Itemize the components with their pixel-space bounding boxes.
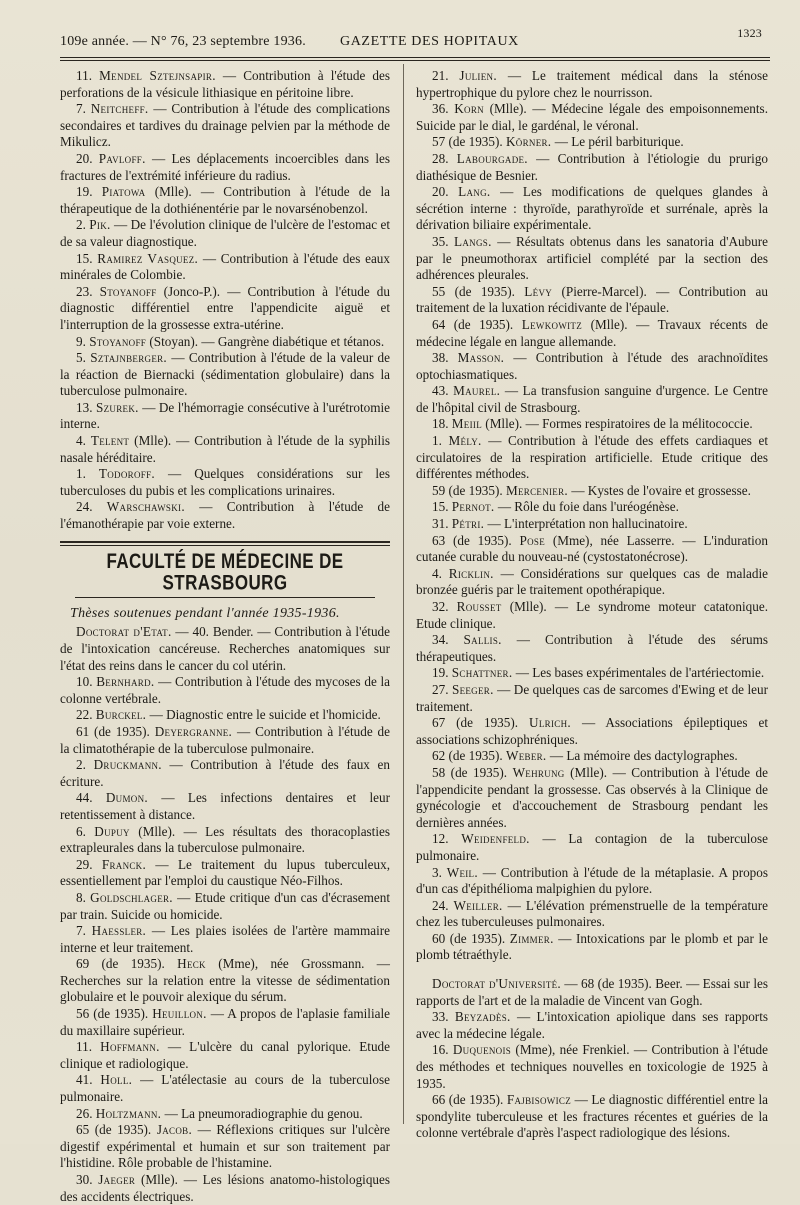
entry-number: 7. xyxy=(76,101,86,117)
entry-number: 61 (de 1935). xyxy=(76,723,150,739)
thesis-entry xyxy=(60,433,390,466)
thesis-entry xyxy=(60,857,390,890)
author-name: Zimmer. xyxy=(509,930,554,946)
thesis-entry xyxy=(60,334,390,351)
entry-number: 1. xyxy=(432,433,442,449)
thesis-entry xyxy=(416,101,768,134)
entry-number: 16. xyxy=(432,1042,449,1058)
right-column xyxy=(416,68,768,1142)
thesis-entry xyxy=(416,383,768,416)
author-name: Deyergranne. xyxy=(154,723,233,739)
entry-number: 62 (de 1935). xyxy=(432,748,503,764)
author-name: Fajbisowicz xyxy=(506,1092,571,1108)
publication-title: GAZETTE DES HOPITAUX xyxy=(340,34,519,49)
thesis-title: — Contribution à l'étude des arachnoïdites optochiasmatiques. xyxy=(416,350,768,382)
thesis-title: (Pierre-Marcel). — Contribution au traitement de la luxation récidivante de l'épaule. xyxy=(416,283,769,316)
thesis-entry xyxy=(60,350,390,400)
thesis-entry xyxy=(416,976,768,1009)
thesis-entry xyxy=(416,317,768,350)
entry-number: 43. xyxy=(432,383,449,399)
thesis-title: — Contribution à l'étude de la valeur de la réaction de Biernacki (sédimentation globulaire) dans la tuberculose pulmonaire. xyxy=(60,350,391,399)
entry-number: 19. xyxy=(432,665,449,681)
entry-number: 33. xyxy=(432,1009,449,1025)
thesis-title: (Stoyan). — Gangrène diabétique et tétanos. xyxy=(146,333,385,349)
thesis-title: — Les déplacements incoercibles dans les fractures de l'extrémité inférieure du radius. xyxy=(60,150,391,183)
entry-number: 13. xyxy=(76,399,93,415)
author-name: Haessler. xyxy=(91,923,147,939)
thesis-title: — Le péril barbiturique. xyxy=(551,134,684,150)
thesis-title: — Les plaies isolées de l'artère mammaire interne et leur traitement. xyxy=(60,923,391,955)
entry-number: 63 (de 1935). xyxy=(432,532,512,548)
entry-number: 69 (de 1935). xyxy=(76,956,165,972)
entry-number: 11. xyxy=(76,68,92,83)
entry-number: 60 (de 1935). xyxy=(432,930,506,946)
entry-number: 21. xyxy=(432,68,449,83)
entry-number: 57 (de 1935). xyxy=(432,134,503,150)
thesis-entry xyxy=(416,831,768,864)
thesis-entry xyxy=(60,400,390,433)
author-name: Doctorat d'Université. xyxy=(432,976,562,992)
entry-number: 31. xyxy=(432,516,449,532)
entry-number: 24. xyxy=(432,897,449,913)
entry-number: 66 (de 1935). xyxy=(432,1092,504,1108)
thesis-title: — Contribution à l'étude de l'émanothérapie par voie externe. xyxy=(60,499,390,532)
thesis-entry xyxy=(60,923,390,956)
thesis-list-paris-continued xyxy=(60,68,390,533)
author-name: Pavloff. xyxy=(98,150,146,166)
entry-number: 6. xyxy=(76,823,86,839)
thesis-title: (Mlle). — Le syndrome moteur catatonique. Etude clinique. xyxy=(416,599,768,631)
thesis-title: (Mlle). — Contribution à l'étude de la syphilis nasale héréditaire. xyxy=(60,433,390,465)
thesis-entry xyxy=(60,790,390,823)
thesis-entry xyxy=(416,284,768,317)
thesis-entry xyxy=(60,724,390,757)
entry-number: 12. xyxy=(432,831,449,847)
author-name: Jacob. xyxy=(156,1122,193,1138)
thesis-title: — A propos de l'aplasie familiale du maxillaire supérieur. xyxy=(60,1006,390,1038)
entry-number: 4. xyxy=(76,433,86,449)
thesis-title: — Contribution à l'étiologie du prurigo diathésique de Besnier. xyxy=(416,150,769,183)
thesis-title: — Les bases expérimentales de l'artériectomie. xyxy=(512,665,765,681)
thesis-title: — La transfusion sanguine d'urgence. Le Centre de l'hôpital civil de Strasbourg. xyxy=(416,383,768,415)
thesis-title: — De l'évolution clinique de l'ulcère de l'estomac et de sa valeur diagnostique. xyxy=(60,217,391,249)
thesis-title: — Contribution à l'étude des mycoses de la colonne vertébrale. xyxy=(60,674,391,706)
thesis-title: (Mme), née Grossmann. — Recherches sur la relation entre la vitesse de sédimentation globulaire et le pouvoir alexique du sérum. xyxy=(60,956,390,1005)
thesis-title: — La pneumoradiographie du genou. xyxy=(161,1105,363,1121)
author-name: Ulrich. xyxy=(529,715,571,731)
author-name: Korn xyxy=(454,101,484,117)
left-column xyxy=(60,68,390,1205)
thesis-title: (Mlle). — Formes respiratoires de la mélitococcie. xyxy=(482,416,753,432)
author-name: Szurek. xyxy=(95,399,139,415)
author-name: Beyzadès. xyxy=(454,1009,511,1025)
thesis-entry xyxy=(416,134,768,151)
entry-number: 58 (de 1935). xyxy=(432,764,508,780)
entry-number: 55 (de 1935). xyxy=(432,283,515,299)
author-name: Meiil xyxy=(451,416,482,432)
thesis-entry xyxy=(60,1172,390,1205)
author-name: Sallis. xyxy=(463,632,502,648)
thesis-title: — 68 (de 1935). Beer. — Essai sur les rapports de l'art et de la maladie de Vincent van Gogh. xyxy=(416,976,769,1008)
entry-number: 26. xyxy=(76,1105,93,1121)
thesis-title: — L'intoxication apiolique dans ses rapports avec la médecine légale. xyxy=(416,1009,768,1041)
thesis-entry xyxy=(416,1042,768,1092)
thesis-entry xyxy=(60,284,390,334)
thesis-entry xyxy=(60,1039,390,1072)
entry-number: 1. xyxy=(76,466,86,482)
author-name: Stoyanoff xyxy=(89,333,147,349)
entry-number: 11. xyxy=(76,1039,92,1055)
section-title: FACULTÉ DE MÉDECINE DE STRASBOURG xyxy=(106,548,344,594)
thesis-entry xyxy=(416,416,768,433)
entry-number: 38. xyxy=(432,350,449,366)
section-subheading: Thèses soutenues pendant l'année 1935-1936. xyxy=(70,605,340,621)
thesis-title: — Etude critique d'un cas d'écrasement par train. Suicide ou homicide. xyxy=(60,889,391,922)
author-name: Seeger. xyxy=(451,681,494,697)
entry-number: 30. xyxy=(76,1172,93,1187)
thesis-title: — Les infections dentaires et leur retentissement à distance. xyxy=(60,790,391,822)
thesis-entry xyxy=(60,890,390,923)
author-name: Pose xyxy=(519,532,546,548)
author-name: Lang. xyxy=(458,184,491,200)
thesis-entry xyxy=(416,566,768,599)
thesis-entry xyxy=(416,931,768,964)
author-name: Pik. xyxy=(89,217,111,233)
thesis-title: — Intoxications par le plomb et par le plomb tétraéthyle. xyxy=(416,930,768,963)
entry-number: 10. xyxy=(76,674,93,690)
author-name: Heck xyxy=(177,956,206,972)
author-name: Lewkowitz xyxy=(521,316,583,332)
thesis-title: — Associations épileptiques et associations schizophréniques. xyxy=(416,715,768,747)
thesis-title: — Contribution à l'étude de la climatothérapie de la tuberculose pulmonaire. xyxy=(60,723,390,756)
entry-number: 59 (de 1935). xyxy=(432,482,503,498)
thesis-title: — Contribution à l'étude des complications secondaires et tardives du drainage pelvien par la méthode de Mikulicz. xyxy=(60,101,390,150)
thesis-entry xyxy=(60,757,390,790)
thesis-entry xyxy=(416,748,768,765)
thesis-title: — Kystes de l'ovaire et grossesse. xyxy=(568,482,751,498)
author-name: Dupuy xyxy=(94,823,130,839)
author-name: Duquenois xyxy=(452,1042,512,1058)
thesis-entry xyxy=(60,1006,390,1039)
author-name: Pétri. xyxy=(451,516,485,532)
thesis-entry xyxy=(416,1009,768,1042)
author-name: Holl. xyxy=(100,1072,133,1088)
entry-number: 8. xyxy=(76,889,86,905)
author-name: Mendel Sztejnsapir. xyxy=(99,68,216,83)
thesis-entry xyxy=(416,898,768,931)
author-name: Bernhard. xyxy=(96,674,155,690)
entry-number: 32. xyxy=(432,599,449,614)
author-name: Maurel. xyxy=(453,383,501,399)
entry-number: 29. xyxy=(76,856,93,872)
page-header xyxy=(60,26,770,56)
thesis-entry xyxy=(60,151,390,184)
author-name: Weiller. xyxy=(453,897,503,913)
thesis-entry xyxy=(416,350,768,383)
author-name: Körner. xyxy=(505,134,552,150)
thesis-entry xyxy=(416,765,768,831)
entry-number: 65 (de 1935). xyxy=(76,1122,152,1138)
thesis-title: — Rôle du foie dans l'uréogénèse. xyxy=(494,499,679,515)
issue-info: 109e année. — N° 76, 23 septembre 1936. xyxy=(60,34,306,49)
author-name: Labourgade. xyxy=(456,150,528,166)
thesis-title: — L'élévation prémenstruelle de la température chez les tuberculeuses pulmonaires. xyxy=(416,897,769,930)
thesis-title: — Contribution à l'étude des eaux minérales de Colombie. xyxy=(60,250,390,283)
author-name: Neitcheff. xyxy=(90,101,149,117)
author-name: Druckmann. xyxy=(93,757,162,773)
author-name: Pernot. xyxy=(451,499,495,515)
thesis-entry xyxy=(60,184,390,217)
author-name: Jaeger xyxy=(98,1172,136,1187)
page-number: 1323 xyxy=(737,26,762,40)
author-name: Hoffmann. xyxy=(100,1039,160,1055)
thesis-title: (Mme), née Frenkiel. — Contribution à l'étude des méthodes et techniques nouvelles en toxicologie de 1925 à 1935. xyxy=(416,1042,769,1091)
entry-number: 15. xyxy=(432,499,449,515)
entry-number: 67 (de 1935). xyxy=(432,715,519,731)
author-name: Sztajnberger. xyxy=(90,350,168,366)
thesis-title: — Contribution à l'étude des perforations de la vésicule lithiasique en péritoine libre. xyxy=(60,68,391,100)
thesis-title: — De quelques cas de sarcomes d'Ewing et de leur traitement. xyxy=(416,681,768,714)
thesis-title: — 40. Bender. — Contribution à l'étude de l'intoxication cancéreuse. Recherches anatomiques sur l'état des reins dans le cancer du col utérin. xyxy=(60,624,390,673)
thesis-entry xyxy=(416,632,768,665)
author-name: Rousset xyxy=(456,599,502,614)
entry-number: 5. xyxy=(76,350,86,366)
entry-number: 36. xyxy=(432,101,449,117)
author-name: Weber. xyxy=(505,748,547,764)
thesis-title: — Contribution à l'étude des sérums thérapeutiques. xyxy=(416,632,769,664)
thesis-entry xyxy=(60,1106,390,1123)
thesis-entry xyxy=(60,824,390,857)
entry-number: 3. xyxy=(432,864,442,880)
thesis-entry xyxy=(416,499,768,516)
thesis-title: (Mme), née Lasserre. — L'induration cutanée curable du nouveau-né (cystostatonécrose). xyxy=(416,532,768,565)
thesis-entry xyxy=(416,865,768,898)
author-name: Julien. xyxy=(459,68,497,83)
thesis-title: — La contagion de la tuberculose pulmonaire. xyxy=(416,831,768,863)
thesis-title: — L'atélectasie au cours de la tuberculose pulmonaire. xyxy=(60,1072,391,1105)
column-divider xyxy=(403,64,404,1124)
author-name: Burckel. xyxy=(95,707,147,723)
author-name: Franck. xyxy=(101,856,147,872)
thesis-entry xyxy=(416,682,768,715)
author-name: Holtzmann. xyxy=(95,1105,162,1121)
entry-number: 23. xyxy=(76,283,93,299)
author-name: Doctorat d'Etat. xyxy=(76,624,172,640)
thesis-title: — Résultats obtenus dans les sanatoria d'Aubure par le pneumothorax artificiel complété par la section des adhérences pleurales. xyxy=(416,233,768,283)
header-rule xyxy=(60,57,770,61)
thesis-title: — Les modifications de quelques glandes à sécrétion interne : thyroïde, parathyroïde et surrénale, après la dérivation biliaire expérimentale. xyxy=(416,184,768,233)
title-underline xyxy=(75,597,375,598)
thesis-title: — Le traitement médical dans la sténose hypertrophique du pylore chez le nourrisson. xyxy=(416,68,769,100)
author-name: Masson. xyxy=(457,350,505,366)
section-divider xyxy=(60,541,390,546)
thesis-entry xyxy=(416,234,768,284)
entry-number: 20. xyxy=(76,150,93,166)
entry-number: 15. xyxy=(76,250,93,266)
author-name: Lévy xyxy=(524,283,553,299)
thesis-entry xyxy=(60,956,390,1006)
thesis-entry xyxy=(416,599,768,632)
thesis-entry xyxy=(60,1122,390,1172)
thesis-entry xyxy=(416,533,768,566)
thesis-entry xyxy=(60,674,390,707)
author-name: Stoyanoff xyxy=(99,283,157,299)
author-name: Goldschlager. xyxy=(90,889,173,905)
thesis-entry xyxy=(416,184,768,234)
entry-number: 56 (de 1935). xyxy=(76,1006,149,1022)
thesis-entry xyxy=(416,433,768,483)
author-name: Heuillon. xyxy=(152,1006,207,1022)
thesis-entry xyxy=(416,665,768,682)
thesis-entry xyxy=(60,499,390,532)
author-name: Ramirez Vasquez. xyxy=(97,250,199,266)
thesis-entry xyxy=(60,68,390,101)
author-name: Mercenier. xyxy=(505,482,569,498)
thesis-title: — Contribution à l'étude des effets cardiaques et circulatoires de la respiration artificielle. Etude critique des différentes méthodes. xyxy=(416,433,768,482)
author-name: Telent xyxy=(90,433,130,449)
thesis-title: (Mlle). — Les résultats des thoracoplasties extrapleurales dans la tuberculose pulmonaire. xyxy=(60,823,390,856)
thesis-entry xyxy=(60,1072,390,1105)
thesis-entry xyxy=(60,101,390,151)
thesis-title: — Le traitement du lupus tuberculeux, essentiellement par l'emploi du caustique Néo-Filhos. xyxy=(60,856,390,889)
thesis-title: (Mlle). — Médecine légale des empoisonnements. Suicide par le dial, le gardénal, le véronal. xyxy=(416,101,768,133)
thesis-title: (Mlle). — Travaux récents de médecine légale en langue allemande. xyxy=(416,316,769,349)
thesis-list-universite xyxy=(416,976,768,1142)
entry-number: 2. xyxy=(76,217,86,233)
author-name: Piatowa xyxy=(101,184,146,200)
author-name: Weidenfeld. xyxy=(461,831,530,847)
thesis-title: (Mlle). — Les lésions anatomo-histologiques des accidents électriques. xyxy=(60,1172,390,1204)
thesis-title: — L'interprétation non hallucinatoire. xyxy=(484,516,688,532)
thesis-title: — L'ulcère du canal pylorique. Etude clinique et radiologique. xyxy=(60,1039,391,1071)
thesis-title: — La mémoire des dactylographes. xyxy=(546,748,738,764)
thesis-title: (Mlle). — Contribution à l'étude de l'appendicite pendant la grossesse. Cas observés à la Clinique de gynécologie et d'accouchement de Strasbourg pendant les dernières années. xyxy=(416,764,769,830)
thesis-entry xyxy=(60,624,390,674)
entry-number: 41. xyxy=(76,1072,93,1088)
entry-number: 19. xyxy=(76,184,93,200)
entry-number: 4. xyxy=(432,565,442,581)
entry-number: 34. xyxy=(432,632,449,648)
entry-number: 64 (de 1935). xyxy=(432,316,514,332)
entry-number: 2. xyxy=(76,757,86,773)
thesis-entry xyxy=(416,715,768,748)
thesis-title: — Réflexions critiques sur l'ulcère digestif expérimental et humain et sur son traitement par l'histidine. Rôle probable de l'histamine. xyxy=(60,1122,390,1171)
thesis-title: — Contribution à l'étude de la métaplasie. A propos d'un cas d'épithélioma malpighien du pylore. xyxy=(416,864,768,897)
author-name: Warschawski. xyxy=(106,499,185,515)
author-name: Langs. xyxy=(454,233,492,249)
entry-number: 27. xyxy=(432,681,449,697)
thesis-list-strasbourg xyxy=(60,624,390,1205)
thesis-entry xyxy=(416,483,768,500)
author-name: Ricklin. xyxy=(448,565,494,581)
thesis-title: — Considérations sur quelques cas de maladie bronzée guéris par le traitement opothérapique. xyxy=(416,565,769,598)
thesis-entry xyxy=(60,707,390,724)
thesis-title: (Jonco-P.). — Contribution à l'étude du diagnostic différentiel entre l'appendicite aiguë et l'interruption de la grossesse extra-utérine. xyxy=(60,283,390,332)
author-name: Schattner. xyxy=(451,665,513,681)
author-name: Dumon. xyxy=(105,790,148,806)
thesis-entry xyxy=(60,251,390,284)
thesis-entry xyxy=(416,151,768,184)
entry-number: 22. xyxy=(76,707,93,723)
thesis-entry xyxy=(416,68,768,101)
thesis-title: — Diagnostic entre le suicide et l'homicide. xyxy=(146,707,381,723)
thesis-entry xyxy=(60,217,390,250)
entry-number: 20. xyxy=(432,184,449,200)
entry-number: 28. xyxy=(432,150,449,166)
entry-number: 9. xyxy=(76,333,86,349)
spacer xyxy=(416,964,768,976)
entry-number: 18. xyxy=(432,416,449,432)
author-name: Weil. xyxy=(446,864,478,880)
thesis-entry xyxy=(416,516,768,533)
thesis-title: — Contribution à l'étude des faux en écriture. xyxy=(60,757,391,789)
entry-number: 44. xyxy=(76,790,93,806)
thesis-title: — De l'hémorragie consécutive à l'urétrotomie interne. xyxy=(60,399,391,432)
entry-number: 7. xyxy=(76,923,86,939)
author-name: Mély. xyxy=(448,433,482,449)
thesis-title: — Quelques considérations sur les tuberculoses du pubis et les complications urinaires. xyxy=(60,466,390,498)
thesis-entry xyxy=(416,1092,768,1142)
author-name: Wehrung xyxy=(512,764,565,780)
thesis-title: — Le diagnostic différentiel entre la spondylite tuberculeuse et les fractures récentes et guéries de la colonne vertébrale d'après l'aspect radiologique des lésions. xyxy=(416,1092,769,1141)
thesis-list-strasbourg-continued xyxy=(416,68,768,964)
thesis-title: (Mlle). — Contribution à l'étude de la thérapeutique de la dothiénentérie par le novarsénobenzol. xyxy=(60,184,390,216)
entry-number: 35. xyxy=(432,233,449,249)
entry-number: 24. xyxy=(76,499,93,515)
thesis-entry xyxy=(60,466,390,499)
author-name: Todoroff. xyxy=(98,466,155,482)
